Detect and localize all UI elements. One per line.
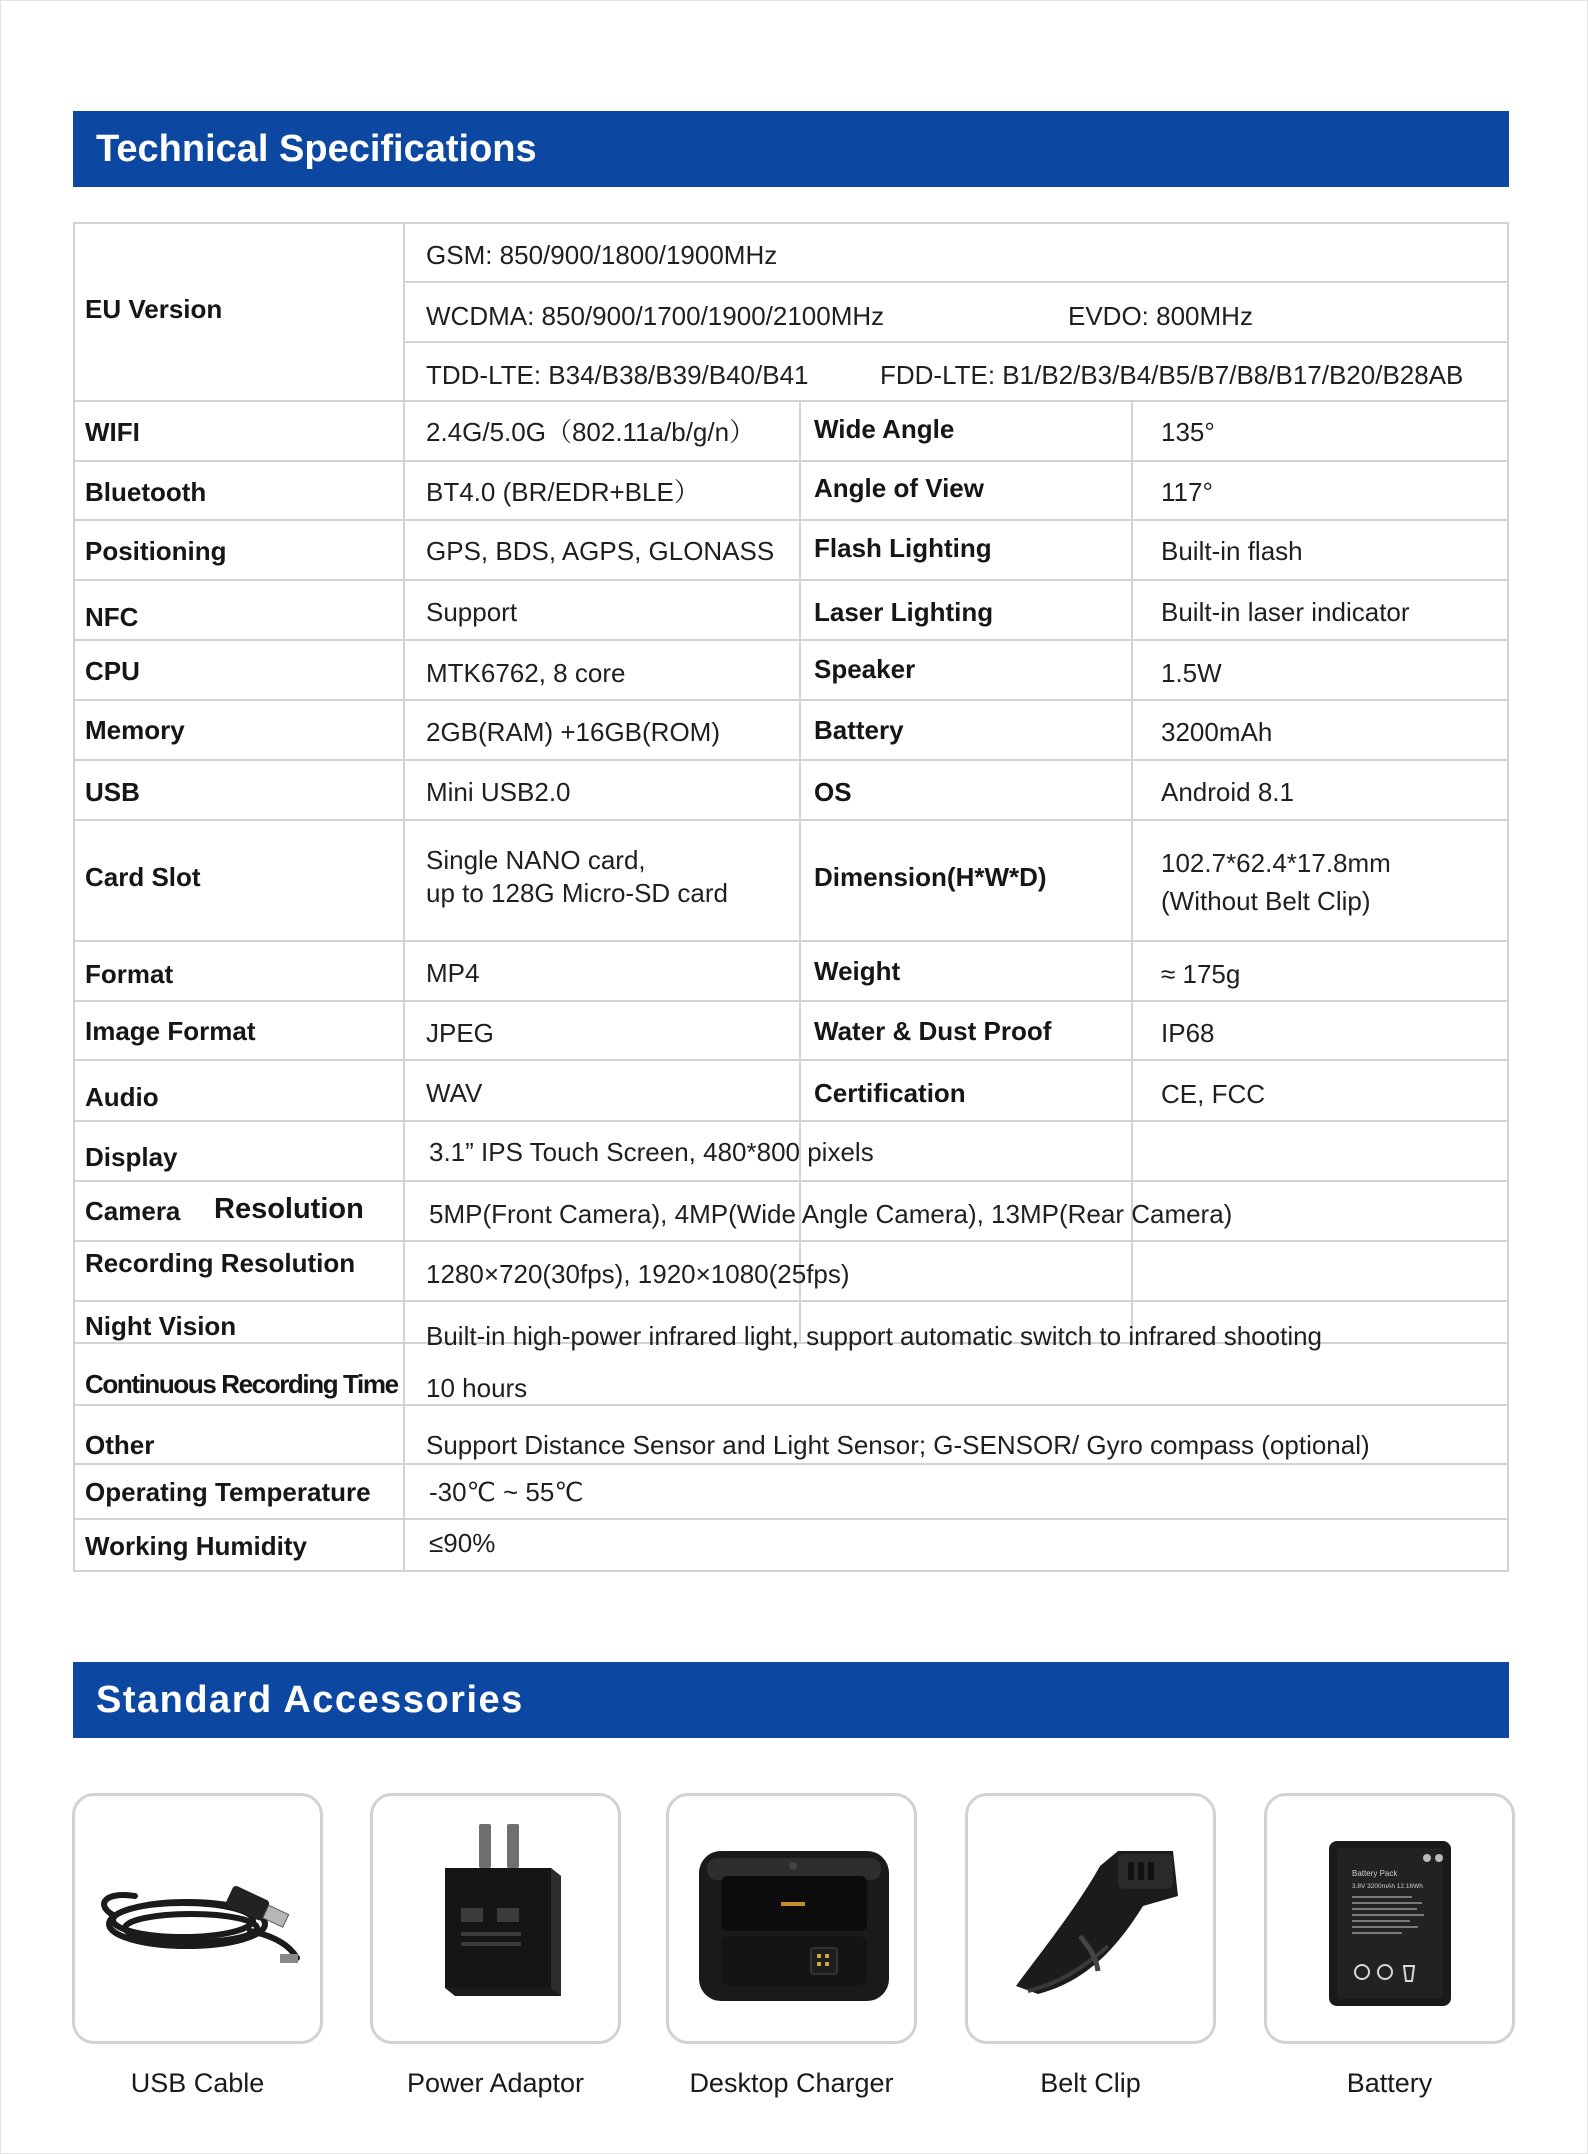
accessories-section-title: Standard Accessories xyxy=(73,1662,1509,1738)
spec-value: Mini USB2.0 xyxy=(426,777,571,807)
spec-label: Working Humidity xyxy=(85,1531,307,1561)
spec-label: Weight xyxy=(814,956,901,986)
eu-gsm-value: GSM: 850/900/1800/1900MHz xyxy=(426,240,778,270)
spec-value: ≤90% xyxy=(429,1528,496,1558)
spec-value: up to 128G Micro-SD card xyxy=(426,878,729,908)
row-divider xyxy=(73,1463,1509,1465)
accessory-card-power-adaptor xyxy=(370,1793,621,2044)
accessory-label: USB Cable xyxy=(130,2068,265,2098)
spec-label: Positioning xyxy=(85,536,227,566)
spec-value: IP68 xyxy=(1161,1018,1215,1048)
row-divider xyxy=(73,1120,1509,1122)
spec-label: Dimension(H*W*D) xyxy=(814,862,1047,892)
spec-table xyxy=(73,222,1509,1572)
row-divider xyxy=(73,940,1509,942)
spec-label: Laser Lighting xyxy=(814,597,994,627)
desktop-charger-icon xyxy=(669,1796,914,2041)
spec-label: Image Format xyxy=(85,1016,256,1046)
spec-value: -30℃ ~ 55℃ xyxy=(429,1477,584,1507)
accessory-label: Battery xyxy=(1346,2068,1433,2098)
spec-value: 10 hours xyxy=(426,1373,528,1403)
spec-label: Bluetooth xyxy=(85,477,207,507)
row-divider xyxy=(73,400,1509,402)
spec-value: 2.4G/5.0G（802.11a/b/g/n） xyxy=(426,417,756,447)
eu-tdd-value: TDD-LTE: B34/B38/B39/B40/B41 xyxy=(426,360,809,390)
accessory-label: Belt Clip xyxy=(1040,2068,1141,2098)
spec-value: 135° xyxy=(1161,417,1215,447)
specs-section-title: Technical Specifications xyxy=(73,111,1509,187)
spec-value: Single NANO card, xyxy=(426,845,646,875)
spec-value: Support xyxy=(426,597,518,627)
row-divider xyxy=(73,1180,1509,1182)
spec-value: 1.5W xyxy=(1161,658,1222,688)
battery-print-spec: 3.8V 3200mAh 12.16Wh xyxy=(1352,1883,1423,1890)
accessory-card-desktop-charger xyxy=(666,1793,917,2044)
spec-label: Angle of View xyxy=(814,473,984,503)
spec-label: Night Vision xyxy=(85,1311,237,1341)
spec-value: Built-in high-power infrared light, support automatic switch to infrared shooting xyxy=(426,1321,1323,1351)
spec-value: ≈ 175g xyxy=(1161,959,1241,989)
row-divider xyxy=(73,460,1509,462)
spec-value: GPS, BDS, AGPS, GLONASS xyxy=(426,536,775,566)
battery-pack-icon xyxy=(1267,1796,1512,2041)
table-border-bottom xyxy=(73,1570,1509,1572)
spec-label: Battery xyxy=(814,715,904,745)
spec-label: Continuous Recording Time xyxy=(85,1369,398,1399)
spec-value: CE, FCC xyxy=(1161,1079,1265,1109)
eu-wcdma-value: WCDMA: 850/900/1700/1900/2100MHz xyxy=(426,301,885,331)
eu-divider-1 xyxy=(403,281,1509,283)
power-adaptor-icon xyxy=(373,1796,618,2041)
spec-label: Operating Temperature xyxy=(85,1477,371,1507)
row-divider xyxy=(73,1059,1509,1061)
spec-value: 5MP(Front Camera), 4MP(Wide Angle Camera), 13MP(Rear Camera) xyxy=(429,1199,1233,1229)
row-divider xyxy=(73,699,1509,701)
spec-value: 3200mAh xyxy=(1161,717,1273,747)
spec-value: 102.7*62.4*17.8mm xyxy=(1161,848,1391,878)
spec-value: BT4.0 (BR/EDR+BLE） xyxy=(426,477,700,507)
spec-label: NFC xyxy=(85,602,139,632)
spec-value: (Without Belt Clip) xyxy=(1161,886,1371,916)
accessory-card-battery xyxy=(1264,1793,1515,2044)
eu-divider-2 xyxy=(403,341,1509,343)
row-divider xyxy=(73,1518,1509,1520)
spec-value: 117° xyxy=(1161,477,1213,507)
spec-value: MP4 xyxy=(426,958,480,988)
usb-cable-icon xyxy=(75,1796,320,2041)
spec-label: USB xyxy=(85,777,140,807)
spec-label: CPU xyxy=(85,656,140,686)
accessory-label: Power Adaptor xyxy=(406,2068,585,2098)
eu-version-label: EU Version xyxy=(85,294,223,324)
spec-value: 2GB(RAM) +16GB(ROM) xyxy=(426,717,720,747)
spec-value: Built-in flash xyxy=(1161,536,1303,566)
row-divider xyxy=(73,819,1509,821)
spec-value: Support Distance Sensor and Light Sensor; G-SENSOR/ Gyro compass (optional) xyxy=(426,1430,1370,1460)
spec-label: Recording Resolution xyxy=(85,1248,356,1278)
spec-label: Water & Dust Proof xyxy=(814,1016,1052,1046)
table-border-top xyxy=(73,222,1509,224)
accessory-card-belt-clip xyxy=(965,1793,1216,2044)
row-divider xyxy=(73,639,1509,641)
table-border-left xyxy=(73,222,75,1572)
spec-label: Audio xyxy=(85,1082,159,1112)
accessory-label: Desktop Charger xyxy=(689,2068,894,2098)
spec-label-camera: Camera xyxy=(85,1196,181,1226)
spec-label: Other xyxy=(85,1430,155,1460)
spec-value: Android 8.1 xyxy=(1161,777,1294,807)
spec-label: WIFI xyxy=(85,417,140,447)
spec-label: Card Slot xyxy=(85,862,201,892)
row-divider xyxy=(73,579,1509,581)
row-divider xyxy=(73,759,1509,761)
col-divider-1 xyxy=(403,222,405,1572)
spec-value: WAV xyxy=(426,1078,483,1108)
row-divider xyxy=(73,1240,1509,1242)
spec-label-resolution: Resolution xyxy=(214,1193,364,1225)
spec-value: MTK6762, 8 core xyxy=(426,658,626,688)
belt-clip-icon xyxy=(968,1796,1213,2041)
spec-label: Flash Lighting xyxy=(814,533,992,563)
spec-label: Memory xyxy=(85,715,185,745)
row-divider xyxy=(73,1404,1509,1406)
spec-value: JPEG xyxy=(426,1018,494,1048)
table-border-right xyxy=(1507,222,1509,1572)
battery-print-title: Battery Pack xyxy=(1352,1869,1398,1878)
row-divider xyxy=(73,1300,1509,1302)
spec-label: Wide Angle xyxy=(814,414,955,444)
spec-label: Certification xyxy=(814,1078,966,1108)
spec-label: Display xyxy=(85,1142,178,1172)
row-divider xyxy=(73,1000,1509,1002)
spec-value: 1280×720(30fps), 1920×1080(25fps) xyxy=(426,1259,850,1289)
spec-label: OS xyxy=(814,777,852,807)
spec-value: Built-in laser indicator xyxy=(1161,597,1410,627)
spec-label: Speaker xyxy=(814,654,916,684)
spec-label: Format xyxy=(85,959,174,989)
eu-fdd-value: FDD-LTE: B1/B2/B3/B4/B5/B7/B8/B17/B20/B28AB xyxy=(880,360,1464,390)
spec-value: 3.1” IPS Touch Screen, 480*800 pixels xyxy=(429,1137,874,1167)
row-divider xyxy=(73,519,1509,521)
eu-evdo-value: EVDO: 800MHz xyxy=(1068,301,1253,331)
accessory-card-usb-cable xyxy=(72,1793,323,2044)
